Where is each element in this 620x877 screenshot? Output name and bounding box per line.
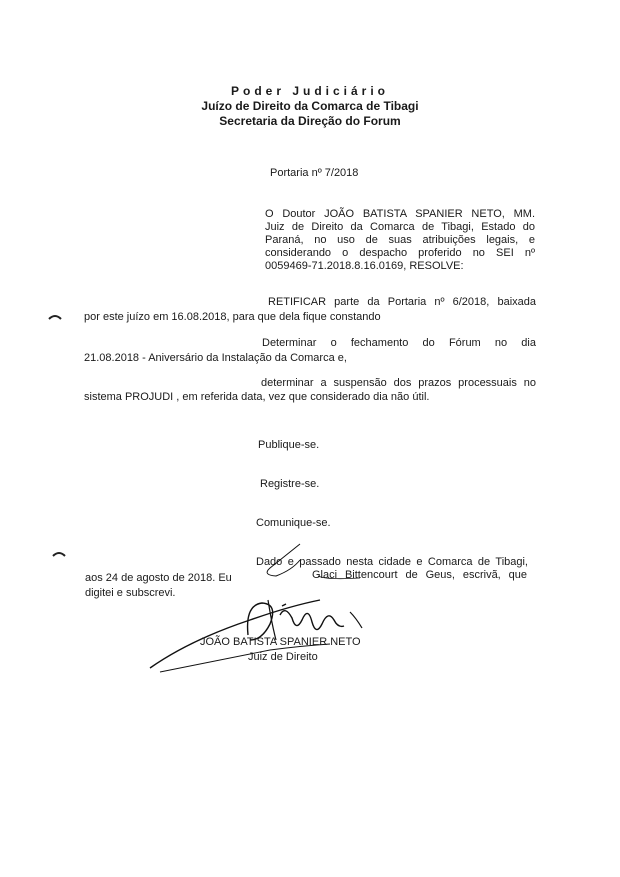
portaria-title: Portaria nº 7/2018 — [270, 167, 359, 179]
preamble-line-4: considerando o despacho proferido no SEI nº — [265, 247, 535, 259]
registre-se: Registre-se. — [260, 478, 320, 490]
dado-line-2-start: aos 24 de agosto de 2018. Eu — [85, 572, 232, 584]
retificar-line-2: por este juízo em 16.08.2018, para que dela fique constando — [84, 311, 381, 323]
dado-line-1: Dado e passado nesta cidade e Comarca de Tibagi, — [256, 556, 528, 568]
preamble-line-5: 0059469-71.2018.8.16.0169, RESOLVE: — [265, 260, 464, 272]
suspensao-line-1: determinar a suspensão dos prazos processuais no — [261, 377, 536, 389]
retificar-line-1: RETIFICAR parte da Portaria nº 6/2018, baixada — [268, 296, 536, 308]
signer-role: Juiz de Direito — [248, 651, 318, 663]
dado-line-2-end: Glaci Bittencourt de Geus, escrivã, que — [312, 569, 527, 581]
dado-line-3: digitei e subscrevi. — [85, 587, 176, 599]
preamble-line-3: Paraná, no uso de suas atribuições legais, e — [265, 234, 535, 246]
comunique-se: Comunique-se. — [256, 517, 331, 529]
fechamento-line-1: Determinar o fechamento do Fórum no dia — [262, 337, 536, 349]
publique-se: Publique-se. — [258, 439, 320, 451]
fechamento-line-2: 21.08.2018 - Aniversário da Instalação da Comarca e, — [84, 352, 347, 364]
preamble-line-1: O Doutor JOÃO BATISTA SPANIER NETO, MM. — [265, 208, 535, 220]
punch-mark-top — [48, 314, 62, 320]
court-name: Poder Judiciário — [230, 84, 390, 98]
signer-name: JOÃO BATISTA SPANIER NETO — [200, 636, 361, 648]
suspensao-line-2: sistema PROJUDI , em referida data, vez que considerado dia não útil. — [84, 391, 430, 403]
punch-mark-bottom — [52, 551, 66, 557]
court-department: Secretaria da Direção do Forum — [219, 114, 401, 128]
preamble-line-2: Juiz de Direito da Comarca de Tibagi, Estado do — [265, 221, 535, 233]
court-subtitle: Juízo de Direito da Comarca de Tibagi — [201, 99, 419, 113]
